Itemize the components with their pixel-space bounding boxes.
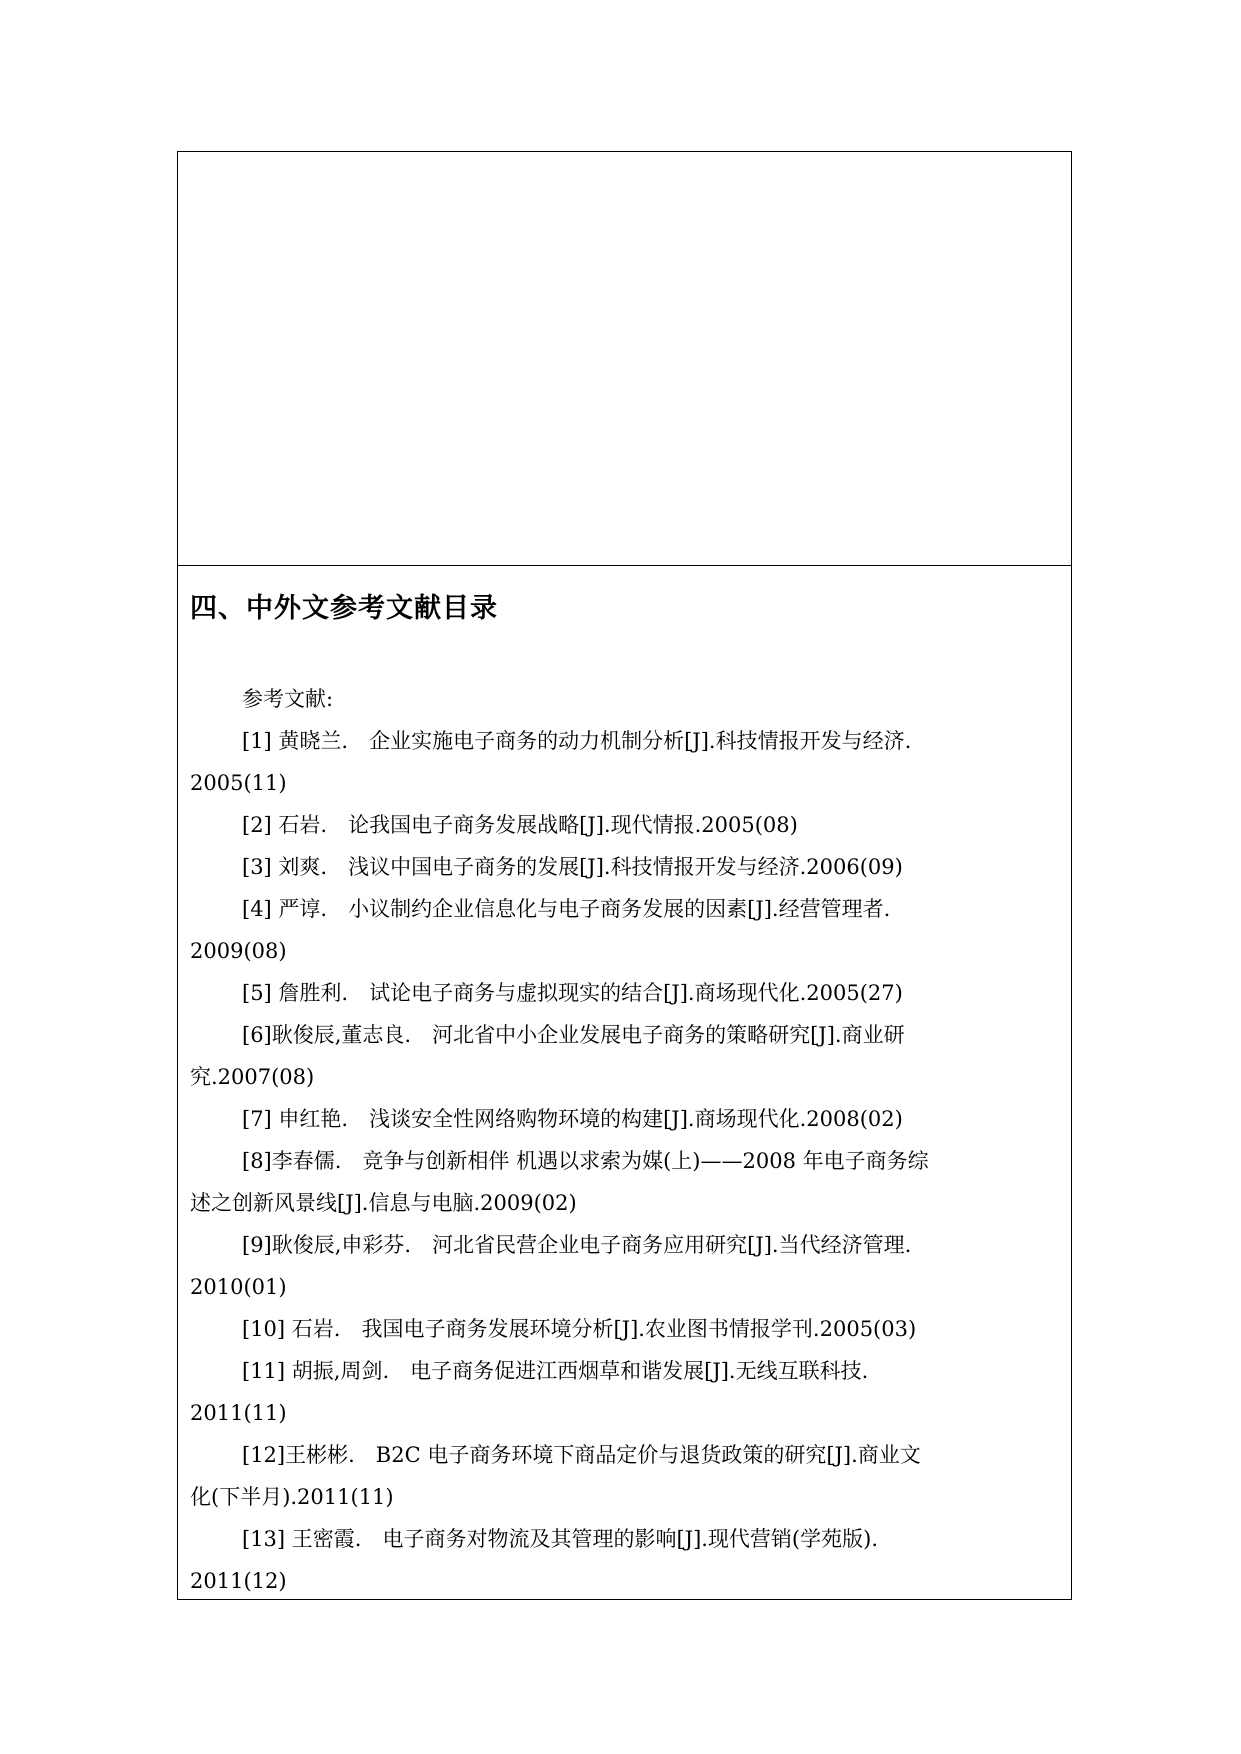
document-table <box>177 151 1072 1600</box>
reference-entry <box>190 1098 1061 1140</box>
reference-line: [3] 刘爽. 浅议中国电子商务的发展[J].科技情报开发与经济.2006(09) <box>242 855 903 879</box>
reference-line: [13] 王密霞. 电子商务对物流及其管理的影响[J].现代营销(学苑版). <box>242 1527 878 1551</box>
reference-line: [5] 詹胜利. 试论电子商务与虚拟现实的结合[J].商场现代化.2005(27) <box>242 981 903 1005</box>
reference-continuation-line: 化(下半月).2011(11) <box>190 1485 394 1509</box>
reference-entry <box>190 1350 1061 1434</box>
reference-line: [6]耿俊辰,董志良. 河北省中小企业发展电子商务的策略研究[J].商业研 <box>242 1023 905 1047</box>
reference-line: [9]耿俊辰,申彩芬. 河北省民营企业电子商务应用研究[J].当代经济管理. <box>242 1233 912 1257</box>
reference-line: [7] 申红艳. 浅谈安全性网络购物环境的构建[J].商场现代化.2008(02) <box>242 1107 903 1131</box>
reference-line: [10] 石岩. 我国电子商务发展环境分析[J].农业图书情报学刊.2005(03) <box>242 1317 917 1341</box>
reference-entry <box>190 1224 1061 1308</box>
section-heading: 四、中外文参考文献目录 <box>190 593 498 624</box>
reference-list <box>190 678 1061 1602</box>
reference-entry <box>190 1014 1061 1098</box>
empty-content-cell <box>178 152 1071 566</box>
reference-entry <box>190 888 1061 972</box>
references-intro: 参考文献: <box>242 687 334 711</box>
reference-entry <box>190 720 1061 804</box>
reference-continuation-line: 2005(11) <box>190 771 287 795</box>
reference-line: [2] 石岩. 论我国电子商务发展战略[J].现代情报.2005(08) <box>242 813 798 837</box>
references-cell <box>178 566 1071 1599</box>
reference-line: [8]李春儒. 竞争与创新相伴 机遇以求索为媒(上)——2008 年电子商务综 <box>242 1149 929 1173</box>
reference-continuation-line: 述之创新风景线[J].信息与电脑.2009(02) <box>190 1191 577 1215</box>
reference-entry <box>190 972 1061 1014</box>
reference-continuation-line: 究.2007(08) <box>190 1065 315 1089</box>
reference-line: [4] 严谆. 小议制约企业信息化与电子商务发展的因素[J].经营管理者. <box>242 897 891 921</box>
reference-entry <box>190 1140 1061 1224</box>
reference-line: [12]王彬彬. B2C 电子商务环境下商品定价与退货政策的研究[J].商业文 <box>242 1443 921 1467</box>
reference-line: [11] 胡振,周剑. 电子商务促进江西烟草和谐发展[J].无线互联科技. <box>242 1359 869 1383</box>
reference-entry <box>190 1308 1061 1350</box>
reference-continuation-line: 2009(08) <box>190 939 287 963</box>
reference-continuation-line: 2011(11) <box>190 1401 287 1425</box>
reference-entry <box>190 846 1061 888</box>
reference-continuation-line: 2010(01) <box>190 1275 287 1299</box>
reference-entry <box>190 1434 1061 1518</box>
reference-entry <box>190 1518 1061 1602</box>
reference-continuation-line: 2011(12) <box>190 1569 287 1593</box>
reference-entry <box>190 804 1061 846</box>
reference-line: [1] 黄晓兰. 企业实施电子商务的动力机制分析[J].科技情报开发与经济. <box>242 729 912 753</box>
